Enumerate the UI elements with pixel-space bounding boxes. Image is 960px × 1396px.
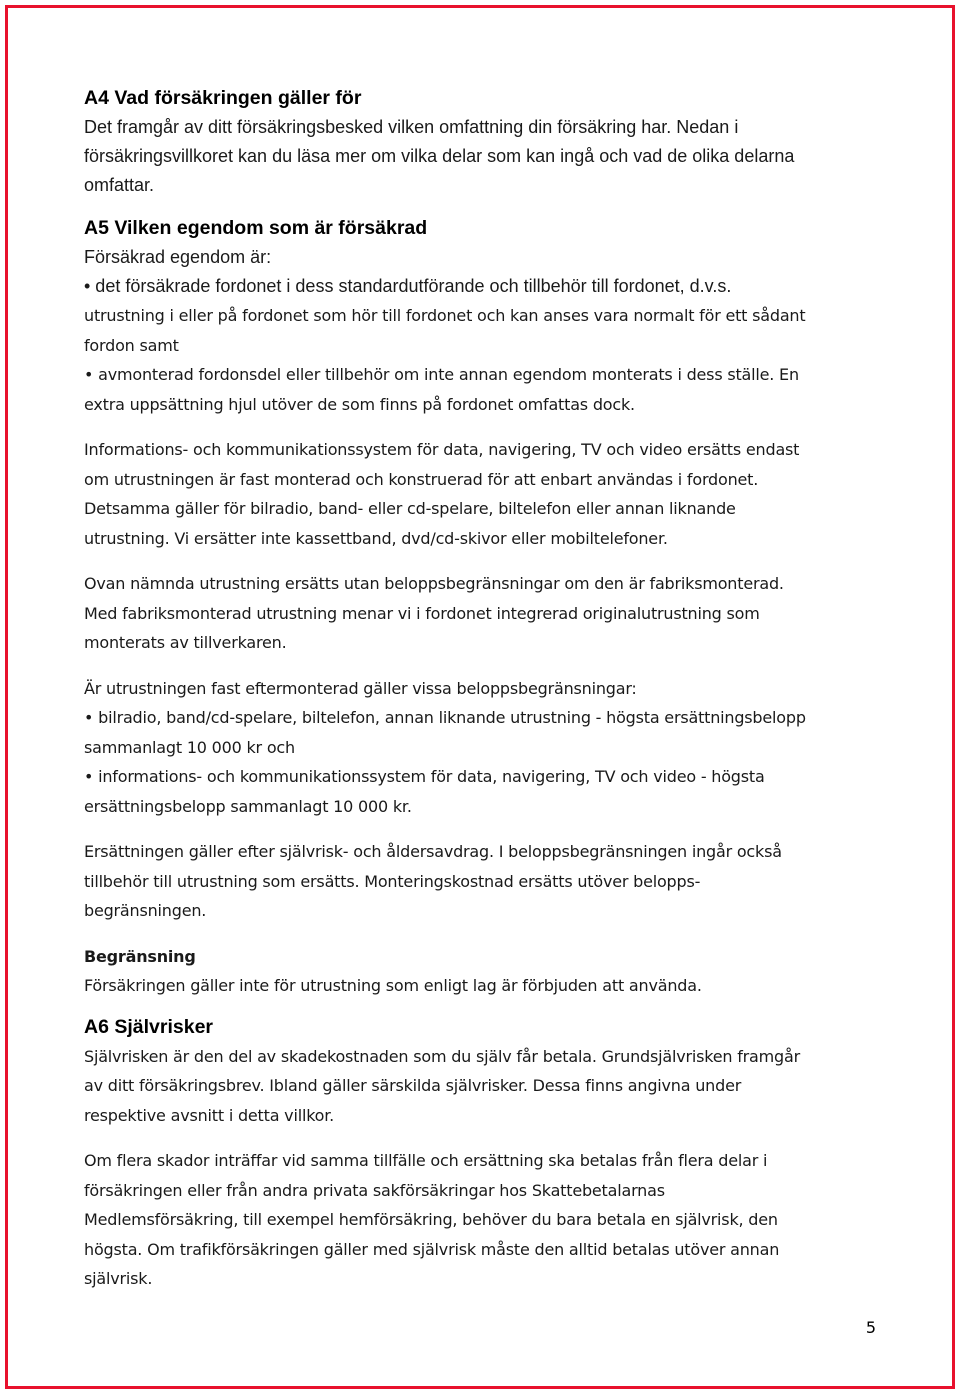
text-line: högsta. Om trafikförsäkringen gäller med självrisk måste den alltid betalas utöver annan [84, 1239, 780, 1259]
text-line: självrisk. [84, 1269, 153, 1288]
text-line: om utrustningen är fast monterad och konstruerad för att enbart användas i fordonet. [84, 469, 759, 489]
text-line: utrustning i eller på fordonet som hör till fordonet och kan anses vara normalt för ett sådant [84, 306, 806, 325]
text-line: extra uppsättning hjul utöver de som finns på fordonet omfattas dock. [84, 394, 635, 414]
bullet-item: • bilradio, band/cd-spelare, biltelefon, annan liknande utrustning - högsta ersättningsbelopp [84, 708, 806, 727]
section-a5 [84, 214, 884, 1001]
section-a4-text [84, 113, 884, 200]
section-a6-heading: A6 Självrisker [84, 1015, 214, 1038]
text-line: Ovan nämnda utrustning ersätts utan beloppsbegränsningar om den är fabriksmonterad. [84, 574, 784, 593]
text-line: utrustning. Vi ersätter inte kassettband, dvd/cd-skivor eller mobiltelefoner. [84, 528, 668, 548]
section-a6 [84, 1013, 884, 1294]
document-body [84, 84, 884, 1294]
text-line: Är utrustningen fast eftermonterad gäller vissa beloppsbegränsningar: [84, 678, 637, 698]
text-line: begränsningen. [84, 901, 207, 920]
bullet-item: • informations- och kommunikationssystem för data, navigering, TV och video - högsta [84, 767, 765, 786]
text-line: Ersättningen gäller efter självrisk- och åldersavdrag. I beloppsbegränsningen ingår också [84, 842, 782, 861]
text-line: Medlemsförsäkring, till exempel hemförsäkring, behöver du bara betala en självrisk, den [84, 1210, 778, 1229]
text-line: Om flera skador inträffar vid samma tillfälle och ersättning ska betalas från flera delar i [84, 1151, 768, 1170]
text-line: Det framgår av ditt försäkringsbesked vilken omfattning din försäkring har. Nedan i [84, 117, 739, 137]
section-a6-body [84, 1042, 884, 1294]
text-line: Detsamma gäller för bilradio, band- eller cd-spelare, biltelefon eller annan liknande [84, 499, 736, 518]
text-line: monterats av tillverkaren. [84, 633, 287, 652]
section-a5-heading: A5 Vilken egendom som är försäkrad [84, 217, 428, 239]
page-number: 5 [865, 1318, 876, 1337]
section-a4 [84, 84, 884, 200]
text-line: respektive avsnitt i detta villkor. [84, 1105, 335, 1125]
text-line: ersättningsbelopp sammanlagt 10 000 kr. [84, 796, 412, 816]
text-line: försäkringsvillkoret kan du läsa mer om vilka delar som kan ingå och vad de olika delarna [84, 146, 795, 166]
text-line: Självrisken är den del av skadekostnaden som du själv får betala. Grundsjälvrisken framgår [84, 1046, 800, 1066]
bullet-item: • avmonterad fordonsdel eller tillbehör om inte annan egendom monterats i dess ställe. En [84, 365, 799, 384]
text-line: sammanlagt 10 000 kr och [84, 737, 295, 757]
text-line: försäkringen eller från andra privata sakförsäkringar hos Skattebetalarnas [84, 1180, 665, 1200]
text-line: tillbehör till utrustning som ersätts. Monteringskostnad ersätts utöver belopps- [84, 871, 701, 891]
section-a5-body [84, 301, 884, 1001]
text-line: Försäkringen gäller inte för utrustning som enligt lag är förbjuden att använda. [84, 976, 702, 995]
limitation-heading: Begränsning [84, 946, 196, 966]
text-line: omfattar. [84, 175, 155, 195]
text-line: Försäkrad egendom är: [84, 247, 272, 267]
text-line: Med fabriksmonterad utrustning menar vi i fordonet integrerad originalutrustning som [84, 603, 760, 623]
bullet-item: • det försäkrade fordonet i dess standardutförande och tillbehör till fordonet, d.v.s. [84, 276, 732, 296]
section-a5-intro [84, 243, 884, 301]
section-a4-heading: A4 Vad försäkringen gäller för [84, 87, 362, 109]
text-line: Informations- och kommunikationssystem för data, navigering, TV och video ersätts endast [84, 440, 800, 459]
text-line: fordon samt [84, 335, 179, 355]
text-line: av ditt försäkringsbrev. Ibland gäller särskilda självrisker. Dessa finns angivna under [84, 1076, 742, 1095]
